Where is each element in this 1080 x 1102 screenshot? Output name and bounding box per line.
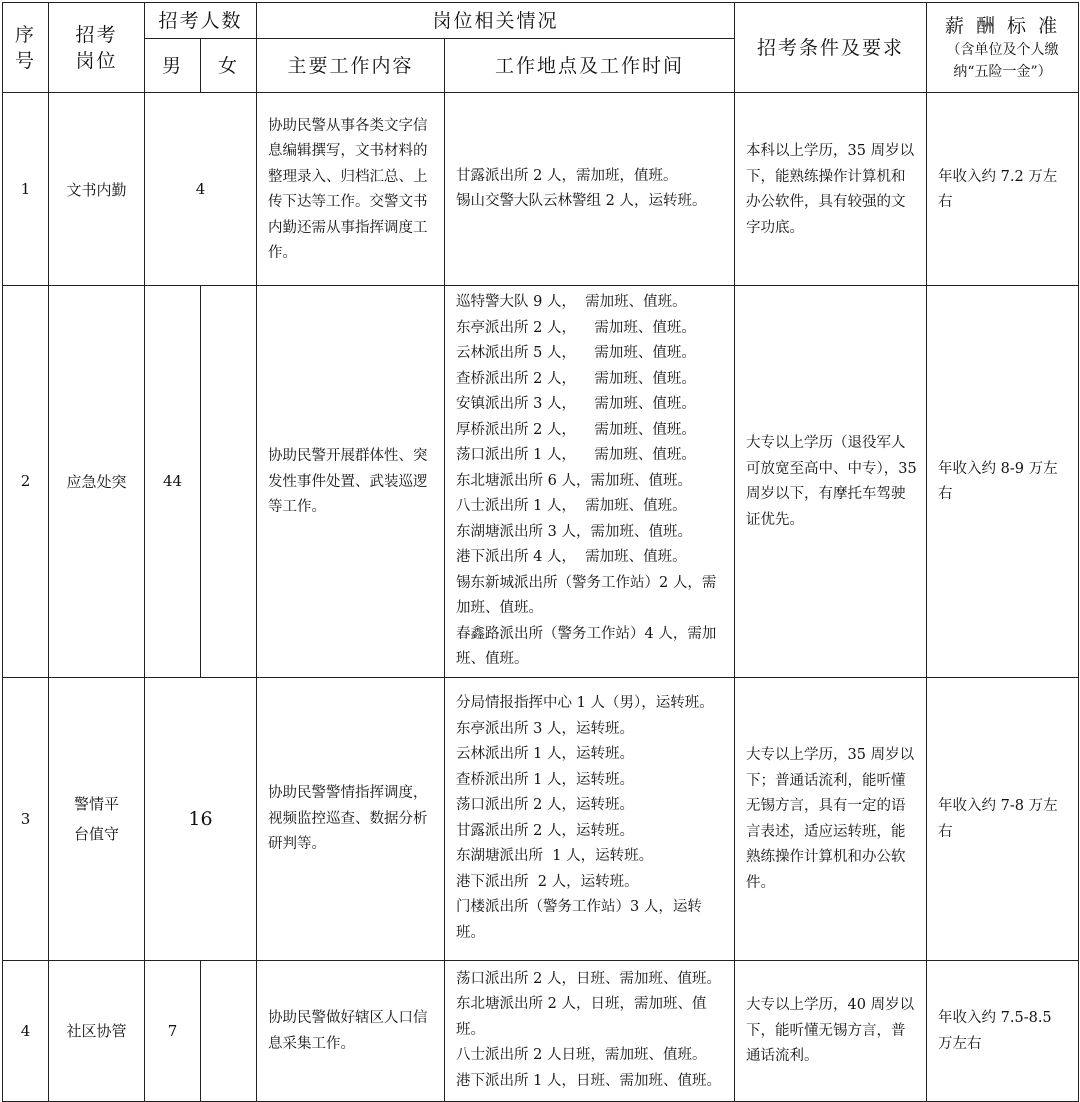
row-requirements: 本科以上学历，35 周岁以下，能熟练操作计算机和办公软件，具有较强的文字功底。 <box>735 93 927 286</box>
location-line: 分局情报指挥中心 1 人（男），运转班。 <box>456 695 714 711</box>
table-row <box>3 286 1079 678</box>
location-line: 东亭派出所 2 人， 需加班、值班。 <box>456 319 696 336</box>
row-content: 协助民警警情指挥调度，视频监控巡查、数据分析研判等。 <box>257 677 445 960</box>
row-count-female <box>201 960 257 1101</box>
table-row <box>3 677 1079 960</box>
table-row <box>3 960 1079 1101</box>
location-line: 荡口派出所 2 人，日班、需加班、值班。 <box>456 970 721 987</box>
location-line: 东北塘派出所 6 人，需加班、值班。 <box>456 472 692 489</box>
header-salary-title: 薪 酬 标 准 <box>944 14 1061 37</box>
row-locations <box>445 677 735 960</box>
row-content: 协助民警从事各类文字信息编辑撰写，文书材料的整理录入、归档汇总、上传下达等工作。交警文书内勤还需从事指挥调度工作。 <box>257 93 445 286</box>
row-post: 社区协管 <box>49 960 145 1101</box>
row-seq: 3 <box>3 677 49 960</box>
header-female: 女 <box>201 39 257 93</box>
row-salary: 年收入约 7.5-8.5 万左右 <box>927 960 1079 1101</box>
row-count: 4 <box>145 93 257 286</box>
header-salary <box>927 3 1079 93</box>
header-post: 招考 岗位 <box>49 3 145 93</box>
location-line: 春鑫路派出所（警务工作站）4 人，需加班、值班。 <box>456 625 717 667</box>
row-locations <box>445 93 735 286</box>
location-line: 东湖塘派出所 3 人，需加班、值班。 <box>456 523 692 540</box>
row-post: 文书内勤 <box>49 93 145 286</box>
location-line: 港下派出所 4 人， 需加班、值班。 <box>456 549 687 565</box>
row-count: 44 <box>145 286 201 678</box>
row-salary: 年收入约 8-9 万左右 <box>927 286 1079 678</box>
location-line: 甘露派出所 2 人，需加班，值班。 <box>456 167 678 184</box>
location-line: 东亭派出所 3 人，运转班。 <box>456 720 634 737</box>
row-post: 警情平台值守 <box>49 677 145 960</box>
location-line: 港下派出所 2 人，运转班。 <box>456 873 639 890</box>
row-salary: 年收入约 7.2 万左右 <box>927 93 1079 286</box>
location-line: 门楼派出所（警务工作站）3 人，运转班。 <box>456 899 702 941</box>
location-line: 港下派出所 1 人，日班、需加班、值班。 <box>456 1072 721 1089</box>
location-line: 荡口派出所 2 人，运转班。 <box>456 797 634 813</box>
header-job-info: 岗位相关情况 <box>257 3 735 39</box>
location-line: 东湖塘派出所 1 人，运转班。 <box>456 848 654 864</box>
location-line: 厚桥派出所 2 人， 需加班、值班。 <box>456 421 696 438</box>
location-line: 八士派出所 1 人， 需加班、值班。 <box>456 498 687 514</box>
row-post: 应急处突 <box>49 286 145 678</box>
row-requirements: 大专以上学历，40 周岁以下，能听懂无锡方言，普通话流利。 <box>735 960 927 1101</box>
location-line: 八士派出所 2 人日班，需加班、值班。 <box>456 1047 707 1064</box>
row-locations <box>445 286 735 678</box>
location-line: 巡特警大队 9 人， 需加班、值班。 <box>456 294 687 310</box>
row-count: 16 <box>145 677 257 960</box>
header-salary-note: （含单位及个人缴纳“五险一金”） <box>946 41 1059 80</box>
header-requirements: 招考条件及要求 <box>735 3 927 93</box>
recruitment-table <box>2 2 1079 1102</box>
location-line: 查桥派出所 2 人， 需加班、值班。 <box>456 370 696 387</box>
header-place-time: 工作地点及工作时间 <box>445 39 735 93</box>
row-seq: 1 <box>3 93 49 286</box>
header-content: 主要工作内容 <box>257 39 445 93</box>
row-locations <box>445 960 735 1101</box>
table-row <box>3 93 1079 286</box>
header-male: 男 <box>145 39 201 93</box>
row-seq: 4 <box>3 960 49 1101</box>
location-line: 安镇派出所 3 人， 需加班、值班。 <box>456 396 696 412</box>
header-count: 招考人数 <box>145 3 257 39</box>
row-requirements: 大专以上学历（退役军人可放宽至高中、中专），35 周岁以下，有摩托车驾驶证优先。 <box>735 286 927 678</box>
row-content: 协助民警做好辖区人口信息采集工作。 <box>257 960 445 1101</box>
row-requirements: 大专以上学历，35 周岁以下；普通话流利，能听懂无锡方言，具有一定的语言表述，适应运转班，能熟练操作计算机和办公软件。 <box>735 677 927 960</box>
row-seq: 2 <box>3 286 49 678</box>
location-line: 东北塘派出所 2 人，日班，需加班、值班。 <box>456 996 707 1038</box>
location-line: 云林派出所 1 人，运转班。 <box>456 746 634 762</box>
header-seq: 序 号 <box>3 3 49 93</box>
location-line: 荡口派出所 1 人， 需加班、值班。 <box>456 447 696 463</box>
row-count: 7 <box>145 960 201 1101</box>
row-salary: 年收入约 7-8 万左右 <box>927 677 1079 960</box>
row-count-female <box>201 286 257 678</box>
location-line: 甘露派出所 2 人，运转班。 <box>456 822 634 839</box>
row-content: 协助民警开展群体性、突发性事件处置、武装巡逻等工作。 <box>257 286 445 678</box>
location-line: 锡山交警大队云林警组 2 人，运转班。 <box>456 193 707 209</box>
header-row-1 <box>3 3 1079 39</box>
location-line: 锡东新城派出所（警务工作站）2 人，需加班、值班。 <box>456 574 717 616</box>
location-line: 查桥派出所 1 人，运转班。 <box>456 771 634 788</box>
location-line: 云林派出所 5 人， 需加班、值班。 <box>456 345 696 361</box>
